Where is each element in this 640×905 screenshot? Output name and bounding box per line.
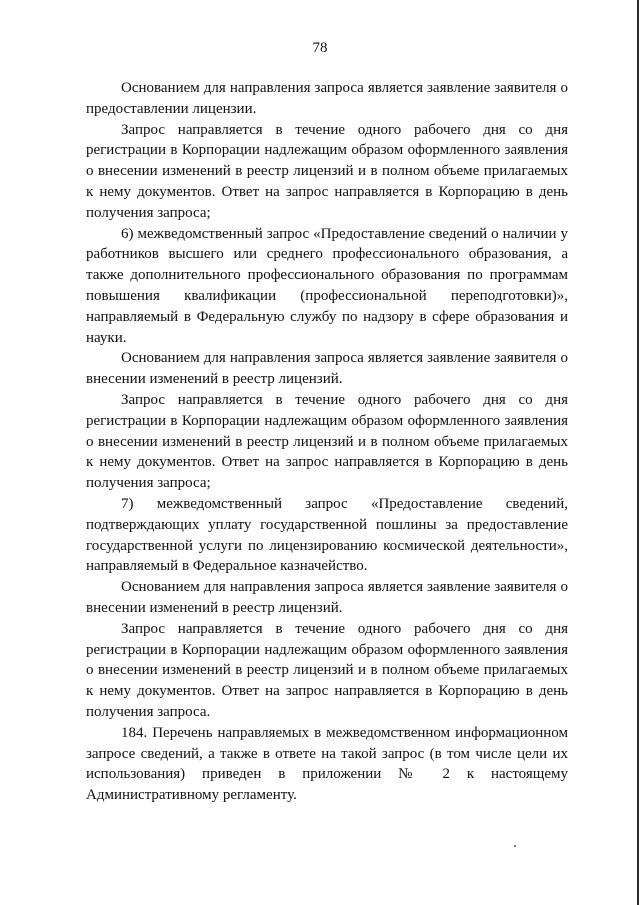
paragraph-request-timing: Запрос направляется в течение одного рабочего дня со дня регистрации в Корпорации надлежащим образом оформленного заявления о внесении изменений в реестр лицензий и в полном объеме прилагаемых к нему документов. Ответ на запрос направляется в Корпорацию в день получения запроса.: [86, 620, 568, 720]
paragraph-basis-registry: Основанием для направления запроса является заявление заявителя о внесении изменений в реестр лицензий.: [86, 350, 568, 388]
paragraph-request-timing: Запрос направляется в течение одного рабочего дня со дня регистрации в Корпорации надлежащим образом оформленного заявления о внесении изменений в реестр лицензий и в полном объеме прилагаемых к нему документов. Ответ на запрос направляется в Корпорацию в день получения запроса;: [86, 121, 568, 221]
scan-speck: [514, 845, 516, 847]
paragraph-request-timing: Запрос направляется в течение одного рабочего дня со дня регистрации в Корпорации надлежащим образом оформленного заявления о внесении изменений в реестр лицензий и в полном объеме прилагаемых к нему документов. Ответ на запрос направляется в Корпорацию в день получения запроса;: [86, 391, 568, 492]
paragraph-basis-license: Основанием для направления запроса является заявление заявителя о предоставлении лицензии.: [86, 80, 568, 117]
scan-edge: [637, 0, 639, 905]
document-body: [86, 78, 568, 806]
paragraph-basis-registry: Основанием для направления запроса является заявление заявителя о внесении изменений в реестр лицензий.: [86, 579, 568, 616]
paragraph-item-7: 7) межведомственный запрос «Предоставление сведений, подтверждающих уплату государственной пошлины за предоставление государственной услуги по лицензированию космической деятельности», направляемый в Федеральное казначейство.: [86, 495, 568, 575]
paragraph-item-184: 184. Перечень направляемых в межведомственном информационном запросе сведений, а также в ответе на такой запрос (в том числе цели их использования) приведен в приложении № 2 к настоящему Административному регламенту.: [86, 724, 568, 804]
paragraph-item-6: 6) межведомственный запрос «Предоставление сведений о наличии у работников высшего или среднего профессионального образования, а также дополнительного профессионального образования по программам повышения квалификации (профессиональной переподготовки)», направляемый в Федеральную службу по надзору в сфере образования и науки.: [86, 225, 568, 346]
page-number: 78: [312, 40, 328, 56]
